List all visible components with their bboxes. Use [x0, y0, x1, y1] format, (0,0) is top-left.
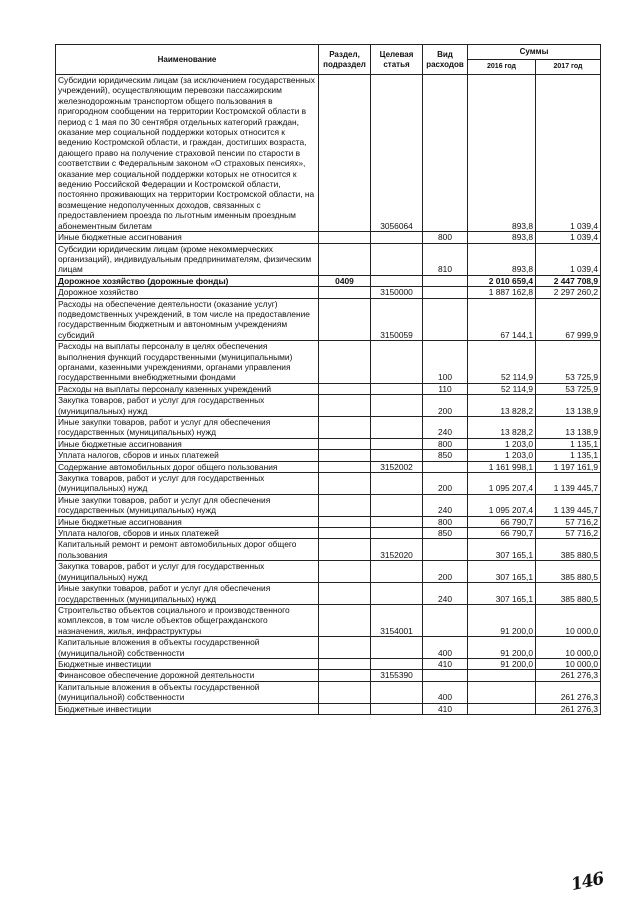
row-name [56, 450, 319, 461]
row-target [371, 275, 423, 286]
row-expense-type: 240 [423, 417, 468, 439]
row-sum-2016: 2 010 659,4 [468, 275, 536, 286]
row-sum-2017: 1 135,1 [536, 450, 601, 461]
row-name [56, 539, 319, 561]
row-section [319, 298, 371, 341]
table-row [56, 658, 601, 669]
row-name-text: Иные бюджетные ассигнования [58, 516, 182, 527]
row-section [319, 341, 371, 384]
row-section [319, 604, 371, 636]
row-sum-2017: 53 725,9 [536, 383, 601, 394]
row-name [56, 473, 319, 495]
row-name-text: Дорожное хозяйство [58, 287, 139, 298]
row-expense-type [423, 539, 468, 561]
header-year-2016: 2016 год [468, 60, 536, 75]
row-sum-2016: 893,8 [468, 75, 536, 232]
row-section [319, 473, 371, 495]
row-sum-2016: 13 828,2 [468, 417, 536, 439]
row-section [319, 539, 371, 561]
row-name-text: Иные закупки товаров, работ и услуг для обеспечения государственных (муниципальных) нужд [58, 417, 271, 438]
row-name [56, 658, 319, 669]
row-expense-type [423, 275, 468, 286]
row-section: 0409 [319, 275, 371, 286]
row-sum-2017: 10 000,0 [536, 658, 601, 669]
row-section [319, 528, 371, 539]
row-name [56, 703, 319, 714]
row-expense-type: 200 [423, 561, 468, 583]
row-name-text: Финансовое обеспечение дорожной деятельности [58, 670, 255, 681]
row-sum-2017: 1 039,4 [536, 232, 601, 243]
row-section [319, 395, 371, 417]
row-name [56, 275, 319, 286]
header-expense-type: Вид расходов [423, 45, 468, 75]
budget-table [55, 44, 601, 715]
row-name [56, 75, 319, 232]
row-section [319, 658, 371, 669]
row-sum-2016: 67 144,1 [468, 298, 536, 341]
row-target [371, 703, 423, 714]
table-row [56, 583, 601, 605]
row-target [371, 395, 423, 417]
row-target: 3152002 [371, 461, 423, 472]
row-sum-2017: 261 276,3 [536, 681, 601, 703]
row-name [56, 461, 319, 472]
row-sum-2017: 1 135,1 [536, 438, 601, 449]
table-row [56, 298, 601, 341]
row-sum-2017: 1 139 445,7 [536, 473, 601, 495]
table-row [56, 243, 601, 275]
row-name [56, 417, 319, 439]
row-target: 3152020 [371, 539, 423, 561]
row-name-text: Субсидии юридическим лицам (кроме некоммерческих организаций), индивидуальным предпринимателям, физическим лицам [58, 243, 312, 275]
row-sum-2016 [468, 703, 536, 714]
row-sum-2017: 261 276,3 [536, 703, 601, 714]
row-target [371, 438, 423, 449]
table-row [56, 341, 601, 384]
row-sum-2016: 893,8 [468, 243, 536, 275]
row-sum-2017: 1 139 445,7 [536, 494, 601, 516]
row-sum-2016: 66 790,7 [468, 516, 536, 527]
row-expense-type: 100 [423, 341, 468, 384]
row-name [56, 395, 319, 417]
table-row [56, 528, 601, 539]
row-section [319, 417, 371, 439]
row-expense-type [423, 461, 468, 472]
row-sum-2016: 307 165,1 [468, 583, 536, 605]
row-name-text: Капитальные вложения в объекты государственной (муниципальной) собственности [58, 681, 260, 703]
row-target: 3150000 [371, 287, 423, 298]
row-section [319, 461, 371, 472]
row-name-text: Иные закупки товаров, работ и услуг для обеспечения государственных (муниципальных) нужд [58, 494, 271, 516]
row-name-text: Иные бюджетные ассигнования [58, 438, 182, 449]
row-expense-type: 240 [423, 583, 468, 605]
row-name-text: Уплата налогов, сборов и иных платежей [58, 528, 219, 539]
row-name [56, 637, 319, 659]
row-name [56, 561, 319, 583]
budget-sheet [55, 44, 600, 715]
table-body [56, 75, 601, 715]
row-sum-2017: 2 297 260,2 [536, 287, 601, 298]
table-row [56, 670, 601, 681]
header-year-2017: 2017 год [536, 60, 601, 75]
row-target: 3154001 [371, 604, 423, 636]
row-sum-2017: 2 447 708,9 [536, 275, 601, 286]
row-expense-type: 200 [423, 395, 468, 417]
row-target [371, 473, 423, 495]
table-row [56, 681, 601, 703]
row-expense-type [423, 298, 468, 341]
table-row [56, 494, 601, 516]
row-name-text: Расходы на обеспечение деятельности (оказание услуг) подведомственных учреждений, в том числе на предоставление государственным бюджетным и автономным учреждениям субсидий [58, 298, 310, 340]
row-section [319, 75, 371, 232]
row-name [56, 604, 319, 636]
row-section [319, 561, 371, 583]
row-section [319, 438, 371, 449]
row-name [56, 670, 319, 681]
table-header [56, 45, 601, 75]
row-name [56, 383, 319, 394]
row-section [319, 494, 371, 516]
row-sum-2016: 1 095 207,4 [468, 494, 536, 516]
row-sum-2016 [468, 670, 536, 681]
row-name-text: Дорожное хозяйство (дорожные фонды) [58, 275, 229, 286]
row-expense-type [423, 75, 468, 232]
row-name-text: Иные закупки товаров, работ и услуг для обеспечения государственных (муниципальных) нужд [58, 583, 271, 604]
row-sum-2017: 385 880,5 [536, 583, 601, 605]
row-name [56, 287, 319, 298]
row-name-text: Бюджетные инвестиции [58, 658, 152, 669]
row-section [319, 450, 371, 461]
row-sum-2016: 91 200,0 [468, 658, 536, 669]
row-expense-type [423, 670, 468, 681]
row-name [56, 243, 319, 275]
row-target [371, 528, 423, 539]
row-sum-2017: 57 716,2 [536, 528, 601, 539]
row-target [371, 232, 423, 243]
row-target [371, 494, 423, 516]
row-sum-2016: 52 114,9 [468, 341, 536, 384]
row-name [56, 341, 319, 384]
row-expense-type: 400 [423, 637, 468, 659]
row-name [56, 681, 319, 703]
header-section: Раздел, подраздел [319, 45, 371, 75]
table-row [56, 395, 601, 417]
row-target [371, 561, 423, 583]
header-target: Целевая статья [371, 45, 423, 75]
row-sum-2017: 1 197 161,9 [536, 461, 601, 472]
row-target: 3155390 [371, 670, 423, 681]
row-expense-type: 110 [423, 383, 468, 394]
row-sum-2016: 1 203,0 [468, 438, 536, 449]
header-name: Наименование [56, 45, 319, 75]
row-sum-2016: 1 095 207,4 [468, 473, 536, 495]
row-target [371, 516, 423, 527]
row-expense-type: 810 [423, 243, 468, 275]
row-sum-2016: 13 828,2 [468, 395, 536, 417]
row-expense-type: 800 [423, 232, 468, 243]
row-sum-2017: 1 039,4 [536, 75, 601, 232]
row-target [371, 658, 423, 669]
row-name-text: Субсидии юридическим лицам (за исключением государственных учреждений), осуществляющим перевозки пассажирским железнодорожным транспортом общего пользования в пригородном сообщении на территории Костромской области в период с 1 мая по 30 сентября отдельных категорий граждан, оказание мер социальной поддержки которых относится к ведению Костромской области, и граждан, достигших возраста, дающего право на получение страховой пенсии по старости в соответствии с Федеральным законом «О страховых пенсиях», оказание мер социальной поддержки которых не относится к ведению Российской Федерации и Костромской области, постоянно проживающих на территории Костромской области, на возмещение недополученных доходов, связанных с предоставлением проезда по льготным именным проездным абонементным билетам [58, 75, 315, 231]
row-name-text: Капитальный ремонт и ремонт автомобильных дорог общего пользования [58, 539, 297, 560]
row-expense-type [423, 604, 468, 636]
row-expense-type [423, 287, 468, 298]
row-sum-2017: 261 276,3 [536, 670, 601, 681]
row-sum-2016: 91 200,0 [468, 637, 536, 659]
row-sum-2017: 13 138,9 [536, 417, 601, 439]
row-target [371, 450, 423, 461]
row-target [371, 637, 423, 659]
row-sum-2016: 1 161 998,1 [468, 461, 536, 472]
table-row [56, 450, 601, 461]
row-sum-2017: 385 880,5 [536, 561, 601, 583]
row-target [371, 681, 423, 703]
row-sum-2017: 53 725,9 [536, 341, 601, 384]
row-section [319, 583, 371, 605]
row-name-text: Строительство объектов социального и производственного комплексов, в том числе объектов общегражданского назначения, жилья, инфраструктуры [58, 604, 290, 636]
row-sum-2016: 307 165,1 [468, 539, 536, 561]
row-target [371, 417, 423, 439]
table-row [56, 473, 601, 495]
header-sums: Суммы [468, 45, 601, 60]
table-row [56, 461, 601, 472]
row-name [56, 494, 319, 516]
handwritten-page-number: 146 [569, 868, 606, 896]
table-row [56, 604, 601, 636]
table-row [56, 438, 601, 449]
row-sum-2016: 66 790,7 [468, 528, 536, 539]
table-row [56, 561, 601, 583]
row-expense-type: 410 [423, 658, 468, 669]
row-name [56, 528, 319, 539]
row-sum-2017: 10 000,0 [536, 637, 601, 659]
row-name [56, 298, 319, 341]
row-target [371, 583, 423, 605]
table-row [56, 383, 601, 394]
row-name-text: Иные бюджетные ассигнования [58, 232, 182, 243]
row-target: 3150059 [371, 298, 423, 341]
row-sum-2017: 57 716,2 [536, 516, 601, 527]
row-name-text: Закупка товаров, работ и услуг для государственных (муниципальных) нужд [58, 473, 265, 494]
row-name-text: Расходы на выплаты персоналу казенных учреждений [58, 383, 272, 394]
row-name-text: Расходы на выплаты персоналу в целях обеспечения выполнения функций государственными (муниципальными) органами, казенными учреждениями, органами управления государственными внебюджетными фондами [58, 341, 293, 383]
row-section [319, 670, 371, 681]
row-expense-type: 200 [423, 473, 468, 495]
row-section [319, 637, 371, 659]
row-name-text: Закупка товаров, работ и услуг для государственных (муниципальных) нужд [58, 561, 265, 582]
row-expense-type: 850 [423, 450, 468, 461]
row-sum-2017: 1 039,4 [536, 243, 601, 275]
row-name-text: Капитальные вложения в объекты государственной (муниципальной) собственности [58, 637, 260, 658]
table-row [56, 703, 601, 714]
row-expense-type: 800 [423, 438, 468, 449]
row-name-text: Закупка товаров, работ и услуг для государственных (муниципальных) нужд [58, 395, 265, 416]
table-row [56, 539, 601, 561]
row-expense-type: 410 [423, 703, 468, 714]
row-sum-2016: 1 887 162,8 [468, 287, 536, 298]
row-name [56, 583, 319, 605]
table-row [56, 637, 601, 659]
row-target: 3056064 [371, 75, 423, 232]
row-target [371, 243, 423, 275]
row-section [319, 232, 371, 243]
row-sum-2017: 67 999,9 [536, 298, 601, 341]
row-expense-type: 400 [423, 681, 468, 703]
table-row [56, 516, 601, 527]
row-target [371, 383, 423, 394]
row-sum-2016: 307 165,1 [468, 561, 536, 583]
row-section [319, 383, 371, 394]
row-sum-2017: 385 880,5 [536, 539, 601, 561]
row-name-text: Бюджетные инвестиции [58, 703, 152, 714]
row-sum-2017: 10 000,0 [536, 604, 601, 636]
row-name [56, 438, 319, 449]
table-row [56, 287, 601, 298]
row-section [319, 287, 371, 298]
table-row [56, 275, 601, 286]
row-name-text: Содержание автомобильных дорог общего пользования [58, 461, 278, 472]
row-sum-2016: 893,8 [468, 232, 536, 243]
row-name [56, 516, 319, 527]
row-target [371, 341, 423, 384]
row-expense-type: 850 [423, 528, 468, 539]
table-row [56, 75, 601, 232]
row-expense-type: 800 [423, 516, 468, 527]
row-name-text: Уплата налогов, сборов и иных платежей [58, 450, 219, 461]
table-row [56, 417, 601, 439]
row-sum-2017: 13 138,9 [536, 395, 601, 417]
row-sum-2016 [468, 681, 536, 703]
row-name [56, 232, 319, 243]
row-sum-2016: 1 203,0 [468, 450, 536, 461]
table-row [56, 232, 601, 243]
row-section [319, 703, 371, 714]
row-expense-type: 240 [423, 494, 468, 516]
row-section [319, 681, 371, 703]
row-sum-2016: 52 114,9 [468, 383, 536, 394]
row-section [319, 516, 371, 527]
row-sum-2016: 91 200,0 [468, 604, 536, 636]
row-section [319, 243, 371, 275]
